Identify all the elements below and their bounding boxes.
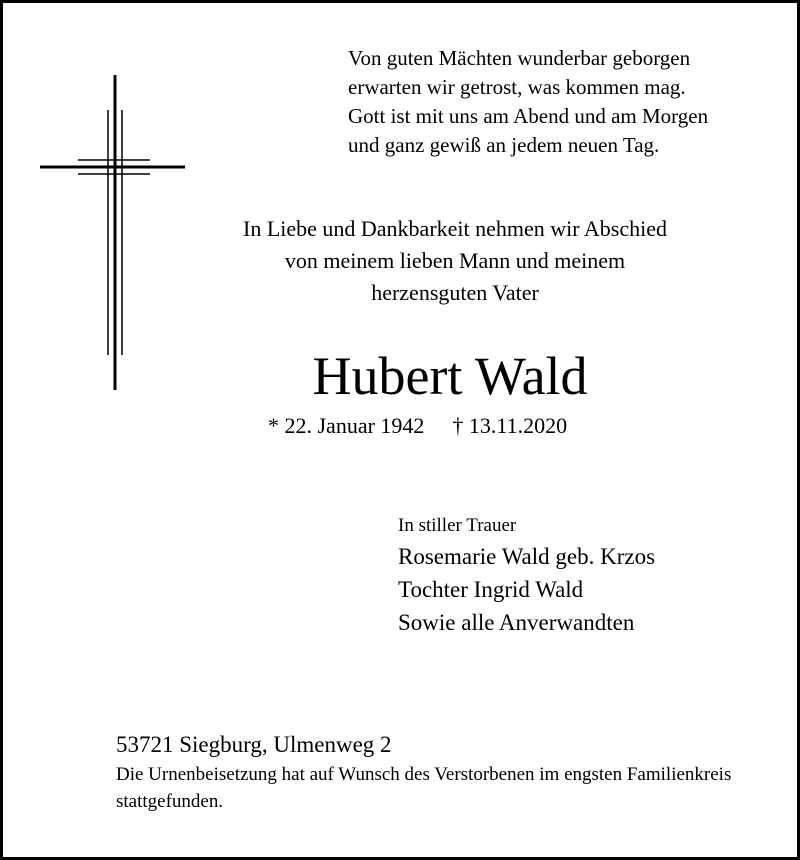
poem-line: erwarten wir getrost, was kommen mag. [348,75,686,99]
life-dates [268,411,567,441]
footer [116,728,786,815]
poem-line: Von guten Mächten wunderbar geborgen [348,46,691,70]
mourners-block [398,512,655,639]
farewell-line: von meinem lieben Mann und meinem [284,248,626,273]
poem [348,44,708,160]
poem-line: Gott ist mit uns am Abend und am Morgen [348,104,709,128]
poem-line: und ganz gewiß an jedem neuen Tag. [348,133,660,157]
burial-notice: Die Urnenbeisetzung hat auf Wunsch des Verstorbenen im engsten Familienkreis stattgefunden. [116,764,732,812]
deceased-name: Hubert Wald [312,346,588,406]
mourners-label: In stiller Trauer [398,515,517,536]
birth-date: * 22. Januar 1942 [268,413,425,438]
farewell-line: herzensguten Vater [371,280,539,305]
address: 53721 Siegburg, Ulmenweg 2 [116,732,392,757]
mourner-name: Tochter Ingrid Wald [398,577,584,602]
mourner-name: Rosemarie Wald geb. Krzos [398,544,656,569]
death-date: † 13.11.2020 [452,413,568,438]
farewell-line: In Liebe und Dankbarkeit nehmen wir Abschied [243,216,667,241]
farewell-text [170,213,740,309]
mourner-name: Sowie alle Anverwandten [398,610,635,635]
